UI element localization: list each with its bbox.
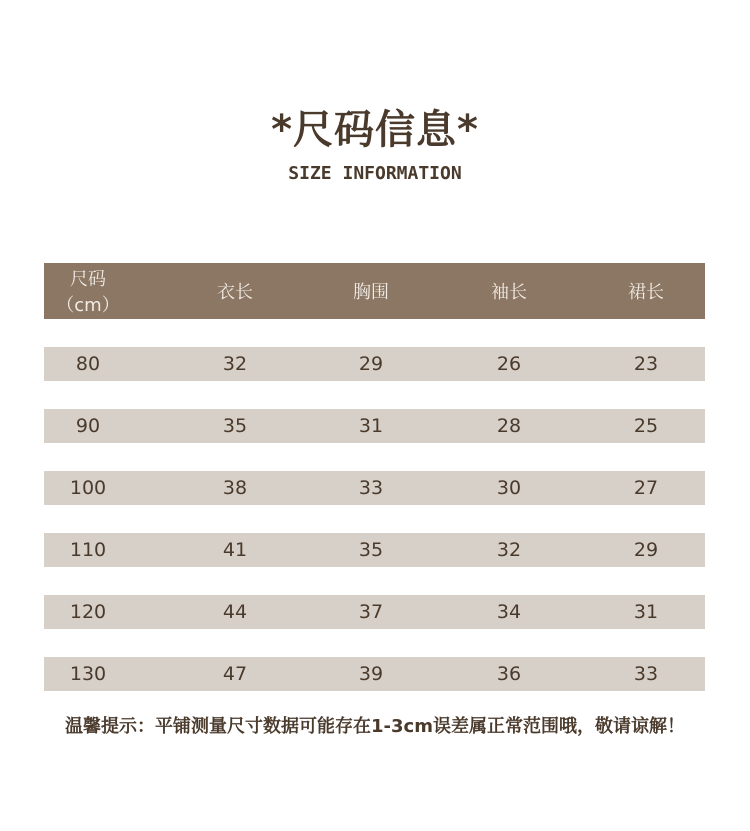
cell-skirt: 29 <box>633 539 659 561</box>
cell-skirt: 31 <box>633 601 659 623</box>
cell-sleeve: 32 <box>496 539 522 561</box>
table-row <box>44 657 705 691</box>
cell-skirt: 33 <box>633 663 659 685</box>
cell-chest: 31 <box>358 415 384 437</box>
cell-chest: 35 <box>358 539 384 561</box>
table-row <box>44 409 705 443</box>
cell-sleeve: 34 <box>496 601 522 623</box>
header-cell-length: 衣长 <box>217 282 253 303</box>
cell-chest: 29 <box>358 353 384 375</box>
cell-skirt: 27 <box>633 477 659 499</box>
cell-size: 120 <box>69 601 107 623</box>
page-subtitle: SIZE INFORMATION <box>288 163 462 184</box>
header-cell-chest: 胸围 <box>353 282 389 303</box>
header-cell-sleeve: 袖长 <box>491 282 527 303</box>
table-header-row <box>44 263 705 319</box>
table-row <box>44 595 705 629</box>
cell-length: 38 <box>222 477 248 499</box>
cell-skirt: 25 <box>633 415 659 437</box>
table-row <box>44 533 705 567</box>
cell-length: 35 <box>222 415 248 437</box>
cell-size: 100 <box>69 477 107 499</box>
cell-chest: 33 <box>358 477 384 499</box>
cell-size: 130 <box>69 663 107 685</box>
cell-size: 80 <box>75 353 101 375</box>
cell-chest: 37 <box>358 601 384 623</box>
table-row <box>44 347 705 381</box>
cell-sleeve: 36 <box>496 663 522 685</box>
cell-length: 41 <box>222 539 248 561</box>
footer-note: 温馨提示：平铺测量尺寸数据可能存在1-3cm误差属正常范围哦，敬请谅解！ <box>65 716 685 737</box>
cell-size: 90 <box>75 415 101 437</box>
table-row <box>44 471 705 505</box>
cell-size: 110 <box>69 539 107 561</box>
cell-chest: 39 <box>358 663 384 685</box>
cell-length: 32 <box>222 353 248 375</box>
cell-skirt: 23 <box>633 353 659 375</box>
page-title: *尺码信息* <box>271 107 479 153</box>
cell-length: 47 <box>222 663 248 685</box>
header-cell-skirt: 裙长 <box>628 282 664 303</box>
cell-sleeve: 30 <box>496 477 522 499</box>
cell-sleeve: 28 <box>496 415 522 437</box>
size-table <box>44 263 705 691</box>
header-cell-size: 尺码（cm） <box>56 269 120 316</box>
cell-sleeve: 26 <box>496 353 522 375</box>
cell-length: 44 <box>222 601 248 623</box>
